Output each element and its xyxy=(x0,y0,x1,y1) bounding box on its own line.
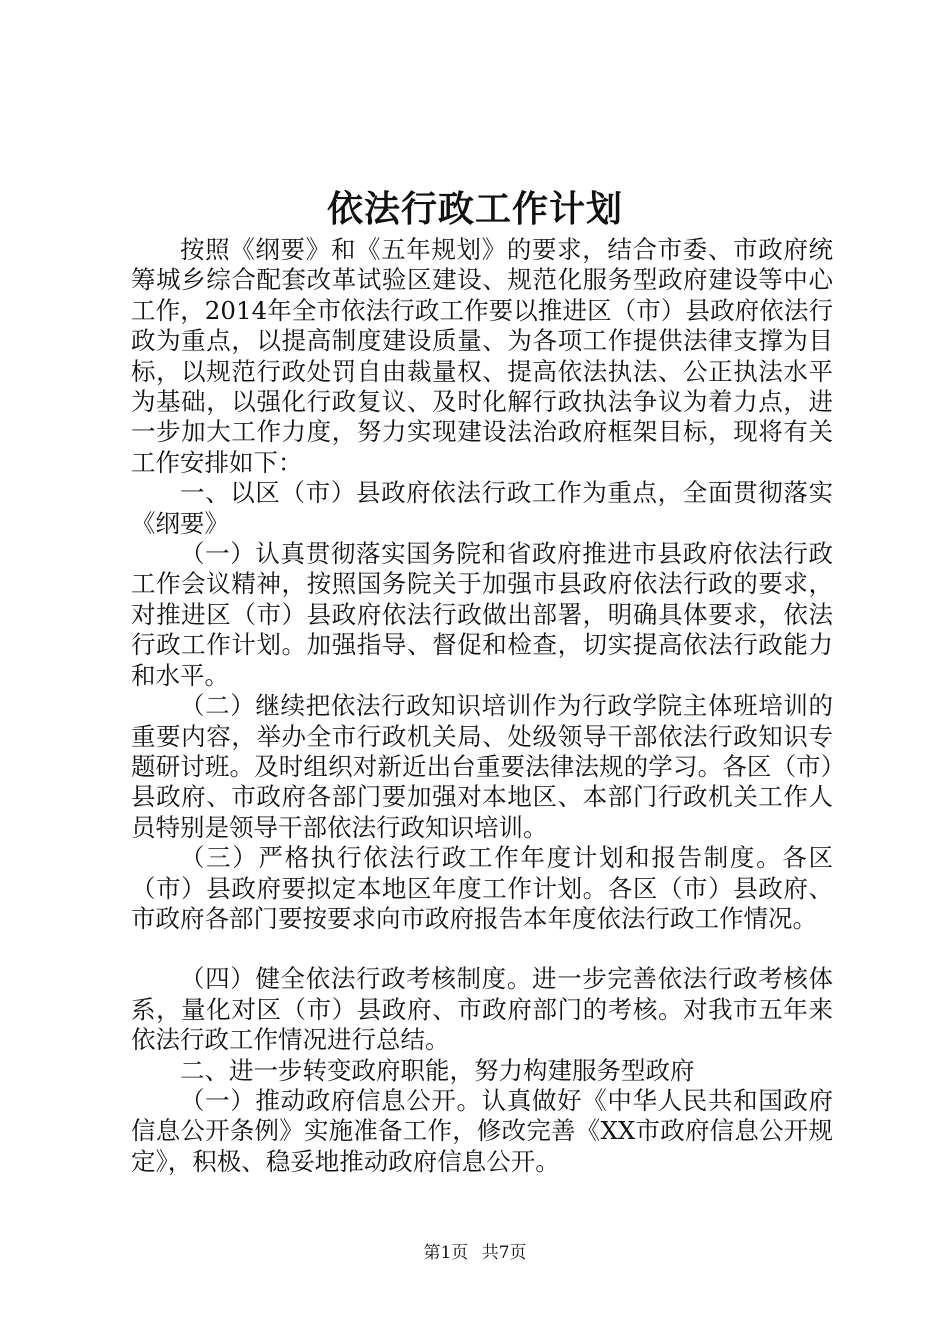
paragraph-1-4: （四）健全依法行政考核制度。进一步完善依法行政考核体系，量化对区（市）县政府、市政府部门的考核。对我市五年来依法行政工作情况进行总结。 xyxy=(131,964,833,1055)
paragraph-intro: 按照《纲要》和《五年规划》的要求，结合市委、市政府统筹城乡综合配套改革试验区建设、规范化服务型政府建设等中心工作，2014年全市依法行政工作要以推进区（市）县政府依法行政为重点，以提高制度建设质量、为各项工作提供法律支撑为目标，以规范行政处罚自由裁量权、提高依法执法、公正执法水平为基础，以强化行政复议、及时化解行政执法争议为着力点，进一步加大工作力度，努力实现建设法治政府框架目标，现将有关工作安排如下： xyxy=(131,235,833,477)
section-heading-1: 一、以区（市）县政府依法行政工作为重点，全面贯彻落实《纲要》 xyxy=(131,478,833,538)
paragraph-1-1: （一）认真贯彻落实国务院和省政府推进市县政府依法行政工作会议精神，按照国务院关于加强市县政府依法行政的要求，对推进区（市）县政府依法行政做出部署，明确具体要求，依法行政工作计划。加强指导、督促和检查，切实提高依法行政能力和水平。 xyxy=(131,539,833,690)
paragraph-gap xyxy=(131,934,833,964)
paragraph-2-1: （一）推动政府信息公开。认真做好《中华人民共和国政府信息公开条例》实施准备工作，修改完善《XX市政府信息公开规定》，积极、稳妥地推动政府信息公开。 xyxy=(131,1085,833,1176)
paragraph-1-2: （二）继续把依法行政知识培训作为行政学院主体班培训的重要内容，举办全市行政机关局、处级领导干部依法行政知识专题研讨班。及时组织对新近出台重要法律法规的学习。各区（市）县政府、市政府各部门要加强对本地区、本部门行政机关工作人员特别是领导干部依法行政知识培训。 xyxy=(131,691,833,842)
page-footer xyxy=(0,1242,950,1264)
paragraph-1-3: （三）严格执行依法行政工作年度计划和报告制度。各区（市）县政府要拟定本地区年度工作计划。各区（市）县政府、市政府各部门要按要求向市政府报告本年度依法行政工作情况。 xyxy=(131,843,833,933)
page-number: 第1页 xyxy=(423,1243,469,1263)
section-heading-2: 二、进一步转变政府职能，努力构建服务型政府 xyxy=(180,1055,695,1085)
page-total: 共7页 xyxy=(481,1243,527,1263)
document-body xyxy=(131,235,833,1177)
document-title: 依法行政工作计划 xyxy=(326,188,623,230)
